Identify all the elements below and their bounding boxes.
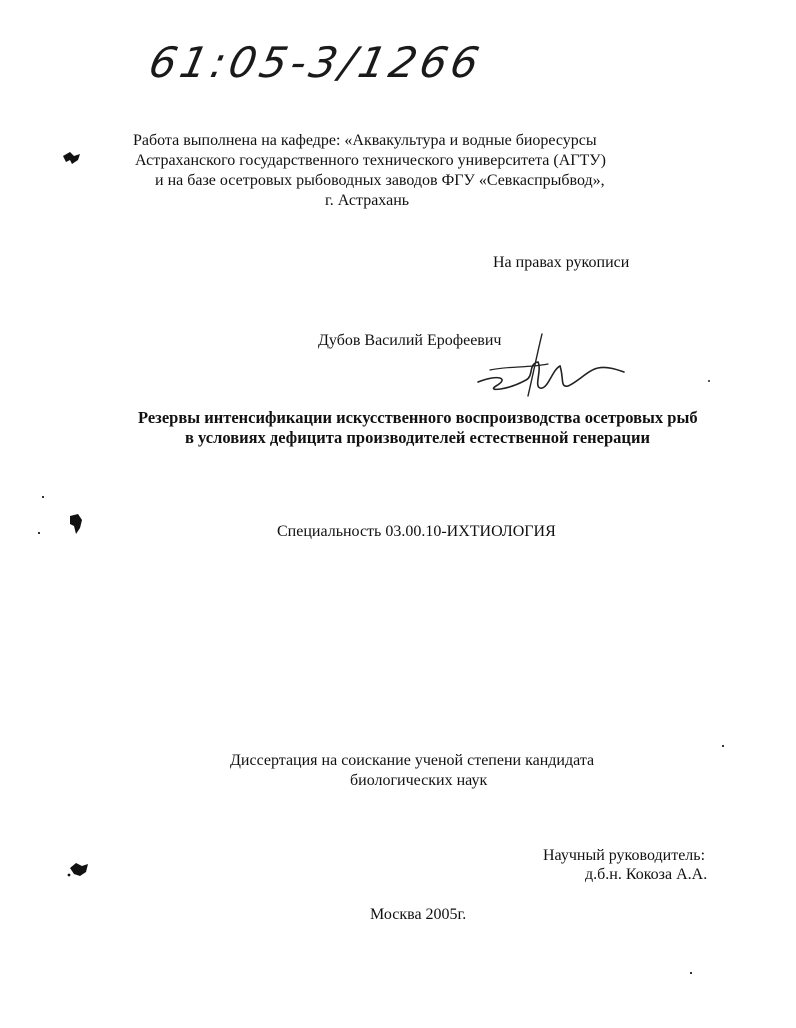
place-year: Москва 2005г. <box>370 906 467 923</box>
affiliation-line-1: Работа выполнена на кафедре: «Аквакультура и водные биоресурсы <box>133 132 597 149</box>
degree-line-1: Диссертация на соискание ученой степени кандидата <box>230 752 595 769</box>
scan-speck <box>722 745 724 747</box>
title-line-2: в условиях дефицита производителей естественной генерации <box>185 428 650 447</box>
rights-notice: На правах рукописи <box>493 254 630 271</box>
scan-speck <box>38 532 40 534</box>
punch-hole-mark <box>66 860 92 880</box>
affiliation-line-4: г. Астрахань <box>325 192 410 209</box>
handwritten-code: 61:05-3/1266 <box>144 38 488 87</box>
supervisor-label: Научный руководитель: <box>543 847 706 864</box>
author-name: Дубов Василий Ерофеевич <box>318 332 502 349</box>
title-line-1: Резервы интенсификации искусственного воспроизводства осетровых рыб <box>138 408 698 427</box>
scan-speck <box>690 972 692 974</box>
degree-line-2: биологических наук <box>350 772 488 789</box>
scan-speck <box>42 496 44 498</box>
scan-speck <box>708 380 710 382</box>
supervisor-name: д.б.н. Кокоза А.А. <box>585 866 708 883</box>
affiliation-line-2: Астраханского государственного технического университета (АГТУ) <box>135 152 606 169</box>
affiliation-line-3: и на базе осетровых рыбоводных заводов ФГУ «Севкаспрыбвод», <box>155 172 605 189</box>
punch-hole-mark <box>66 512 86 538</box>
punch-hole-mark <box>60 150 84 170</box>
specialty: Специальность 03.00.10-ИХТИОЛОГИЯ <box>277 523 556 540</box>
signature <box>468 330 628 402</box>
